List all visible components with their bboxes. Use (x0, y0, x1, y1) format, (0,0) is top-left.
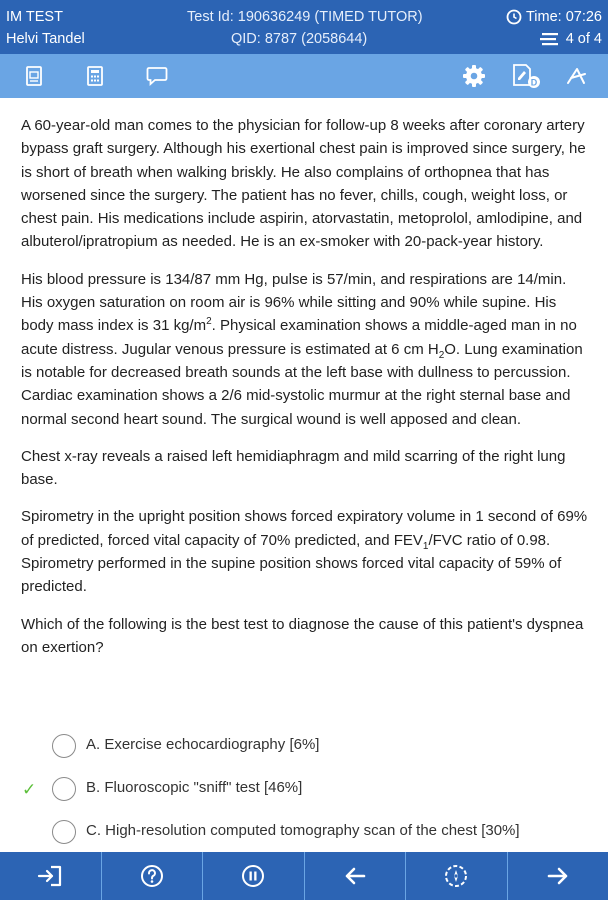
lab-values-icon[interactable] (22, 64, 46, 88)
bottom-navigation-bar (0, 852, 608, 900)
answer-choice-b[interactable] (0, 773, 608, 807)
previous-arrow-icon (343, 866, 367, 886)
answer-label: C. High-resolution computed tomography scan of the chest [30%] (86, 822, 520, 839)
end-block-button[interactable] (0, 852, 102, 900)
clock-icon (506, 9, 522, 25)
answer-choice-a[interactable] (0, 730, 608, 764)
correct-check-icon: ✓ (22, 780, 37, 799)
next-button[interactable] (508, 852, 608, 900)
app-name: IM TEST (6, 9, 63, 25)
radio-button[interactable] (52, 820, 76, 844)
svg-text:D: D (530, 77, 538, 88)
question-paragraph-4: Spirometry in the upright position shows forced expiratory volume in 1 second of 69% of predicted, forced vital capacity of 70% predicted, and $FEV_1$/FVC ratio of 0.98. Spirometry performed in the supine position shows forced vital capacity of 59% of predicted. (21, 508, 588, 596)
toolbar (0, 54, 608, 98)
feedback-icon[interactable] (512, 64, 542, 88)
end-block-icon (37, 865, 63, 887)
radio-button[interactable] (52, 777, 76, 801)
timer (506, 8, 602, 26)
question-paragraph-3: Chest x-ray reveals a raised left hemidiaphragm and mild scarring of the right lung base. (21, 447, 566, 489)
answer-choice-c[interactable] (0, 816, 608, 850)
question-paragraph-2: His blood pressure is 134/87 mm Hg, pulse is 57/min, and respirations are 14/min. His oxygen saturation on room air is 96% while sitting and 90% while supine. His body mass index is 31 $kg/m^2$. Physical examination shows a middle-aged man in no acute distress. Jugular venous pressure is estimated at 6 cm $H_2O$. Lung examination is notable for decreased breath sounds at the left base with dullness to percussion. Cardiac examination shows a 2/6 mid-systolic murmur at the right sternal base and normal second heart sound. The surgical wound is well apposed and clean. (21, 270, 583, 428)
previous-button[interactable] (305, 852, 407, 900)
user-name: Helvi Tandel (6, 31, 85, 47)
calculator-icon[interactable] (83, 64, 107, 88)
help-button[interactable] (102, 852, 204, 900)
notes-icon[interactable] (145, 64, 169, 88)
question-count-text: 4 of 4 (565, 31, 602, 47)
help-icon (140, 864, 164, 888)
answer-label: B. Fluoroscopic "sniff" test [46%] (86, 779, 303, 796)
pause-button[interactable] (203, 852, 305, 900)
test-id: Test Id: 190636249 (TIMED TUTOR) (187, 9, 423, 25)
question-counter (540, 30, 602, 48)
pause-icon (241, 864, 265, 888)
timer-text: Time: 07:26 (525, 9, 602, 25)
answer-label: A. Exercise echocardiography [6%] (86, 736, 320, 753)
question-paragraph-1: A 60-year-old man comes to the physician for follow-up 8 weeks after coronary artery bypass graft surgery. Although his exertional chest pain is improved since surgery, he is short of breath when walking briskly. He also complains of orthopnea that has worsened since the surgery. The patient has no fever, chills, cough, weight loss, or chest pain. His medications include aspirin, atorvastatin, metoprolol, amlodipine, and albuterol/ipratropium as needed. He is an ex-smoker with 20-pack-year history. (21, 117, 586, 251)
question-stem (21, 114, 591, 659)
question-list-icon (540, 32, 560, 46)
navigator-icon (444, 864, 468, 888)
radio-button[interactable] (52, 734, 76, 758)
question-prompt: Which of the following is the best test to diagnose the cause of this patient's dyspnea on exertion? (21, 615, 584, 656)
next-arrow-icon (546, 866, 570, 886)
navigator-button[interactable] (406, 852, 508, 900)
header-bar (0, 0, 608, 54)
question-id: QID: 8787 (2058644) (231, 31, 368, 47)
settings-icon[interactable] (462, 64, 486, 88)
mark-flag-icon[interactable] (564, 64, 588, 88)
